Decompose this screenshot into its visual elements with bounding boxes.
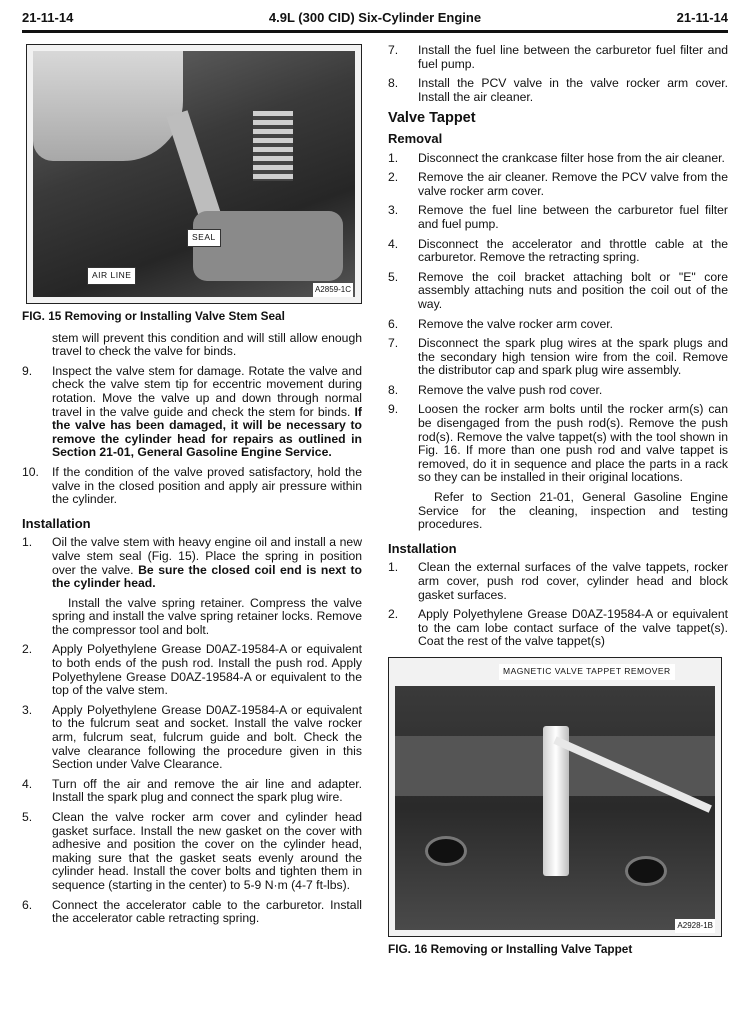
step-number: 9. xyxy=(22,363,33,378)
step-text: Inspect the valve stem for damage. Rotate the valve and check the valve stem tip for eccentric movement during rotation. Move the valve up and down through normal travel in the valve guide and check the stem for binds. xyxy=(52,363,362,419)
tappet-remover-label: MAGNETIC VALVE TAPPET REMOVER xyxy=(499,664,675,680)
step-number: 4. xyxy=(22,776,33,791)
step-text: Remove the valve push rod cover. xyxy=(418,382,603,397)
step-number: 6. xyxy=(388,316,399,331)
step-text: Loosen the rocker arm bolts until the rocker arm(s) can be disengaged from the push rod(s). Remove the push rod(s). Remove the valve tappet(s) with the tool shown in Fig. 16. If more than one push rod and valve tappet is removed, do it in sequence and place the parts in a rack so they can be installed in their original locations. xyxy=(418,402,728,485)
step-text: Disconnect the crankcase filter hose from the air cleaner. xyxy=(418,150,725,165)
step-number: 4. xyxy=(388,236,399,251)
valve-tappet-heading: Valve Tappet xyxy=(388,110,476,127)
step-number: 7. xyxy=(388,43,399,57)
removal-step xyxy=(388,204,728,231)
step-text: Remove the coil bracket attaching bolt or "E" core assembly attaching nuts and position the coil out of the way. xyxy=(418,269,728,311)
intro-paragraph: stem will prevent this condition and will still allow enough travel to check the valve for binds. xyxy=(52,330,362,359)
step-text: Connect the accelerator cable to the carburetor. Install the accelerator cable retracting spring. xyxy=(52,897,362,926)
tool-shape xyxy=(167,110,222,221)
step-number: 1. xyxy=(388,150,399,165)
hand-shape xyxy=(33,51,183,161)
removal-step xyxy=(388,171,728,198)
step-number: 2. xyxy=(388,607,399,622)
step-number: 8. xyxy=(388,76,399,91)
install-step xyxy=(22,899,362,926)
step-number: 3. xyxy=(22,702,33,717)
page-number-right: 21-11-14 xyxy=(676,10,728,25)
page-header xyxy=(22,10,728,28)
removal-step xyxy=(388,403,728,485)
install-step xyxy=(22,643,362,697)
air-line-label: AIR LINE xyxy=(87,267,136,285)
figure-16 xyxy=(388,657,722,937)
left-column xyxy=(22,44,362,932)
step-number: 7. xyxy=(388,336,399,351)
step-text: Disconnect the spark plug wires at the spark plugs and the secondary high tension wire from the coil. Remove the distributor cap and spark plug wire assembly. xyxy=(418,336,728,378)
install-step xyxy=(22,811,362,893)
header-rule xyxy=(22,30,728,33)
install-step xyxy=(22,704,362,772)
bore-hole xyxy=(425,836,467,866)
removal-step xyxy=(388,318,728,332)
install-step xyxy=(388,44,728,71)
removal-step xyxy=(388,152,728,166)
install-step-1-continued: Install the valve spring retainer. Compress the valve spring and install the valve spring retainer locks. Remove the compressor tool and bolt. xyxy=(52,595,362,637)
removal-note: Refer to Section 21-01, General Gasoline Engine Service for the cleaning, inspection and testing procedures. xyxy=(418,490,728,532)
step-10 xyxy=(22,466,362,507)
removal-step xyxy=(388,337,728,378)
install-step xyxy=(388,561,728,602)
figure-16-photo xyxy=(395,686,715,930)
install-step xyxy=(22,778,362,805)
install-step xyxy=(388,77,728,104)
page-title: 4.9L (300 CID) Six-Cylinder Engine xyxy=(268,10,482,25)
step-text: If the condition of the valve proved satisfactory, hold the valve in the closed position and apply air pressure within the cylinder. xyxy=(52,464,362,507)
figure-15-caption: FIG. 15 Removing or Installing Valve Stem Seal xyxy=(22,309,285,323)
seal-label: SEAL xyxy=(187,229,221,247)
install-step-1 xyxy=(22,536,362,590)
step-number: 1. xyxy=(388,560,399,575)
step-text: Disconnect the accelerator and throttle cable at the carburetor. Remove the retracting spring. xyxy=(418,236,728,265)
step-text: Clean the valve rocker arm cover and cylinder head gasket surface. Install the new gasket on the cover with adhesive and position the cover on the cylinder head, making sure that the gasket seats evenly around the cylinder head. Install the cover bolts and tighten them in sequence (starting in the center) to 5-9 N·m (4-7 ft-lbs). xyxy=(52,810,362,892)
removal-step xyxy=(388,384,728,398)
figure-15-number: A2859-1C xyxy=(313,283,353,297)
removal-step xyxy=(388,238,728,265)
step-number: 5. xyxy=(388,269,399,284)
step-number: 3. xyxy=(388,203,399,218)
step-number: 2. xyxy=(388,170,399,185)
right-column xyxy=(388,44,728,965)
installation-heading-right: Installation xyxy=(388,540,457,556)
step-number: 6. xyxy=(22,897,33,912)
step-text: Apply Polyethylene Grease D0AZ-19584-A or equivalent to both ends of the push rod. Install the push rod. Apply Polyethylene Grease D0AZ-19584-A or equivalent to the top of the valve stem. xyxy=(52,642,362,698)
step-number: 8. xyxy=(388,382,399,397)
step-number: 10. xyxy=(22,464,39,479)
step-number: 1. xyxy=(22,535,33,550)
step-number: 9. xyxy=(388,402,399,417)
step-number: 2. xyxy=(22,642,33,657)
step-text: Install the fuel line between the carburetor fuel filter and fuel pump. xyxy=(418,43,728,71)
bore-hole xyxy=(625,856,667,886)
step-text: Remove the valve rocker arm cover. xyxy=(418,316,614,331)
installation-heading: Installation xyxy=(22,515,91,531)
step-warning: Be sure the closed coil end is next to the cylinder head. xyxy=(52,562,362,591)
spring-shape xyxy=(253,111,293,181)
page-number-left: 21-11-14 xyxy=(22,10,74,25)
removal-step xyxy=(388,271,728,312)
step-9 xyxy=(22,365,362,460)
step-text: Remove the fuel line between the carburetor fuel filter and fuel pump. xyxy=(418,203,728,231)
step-text: Apply Polyethylene Grease D0AZ-19584-A or equivalent to the fulcrum seat and socket. Install the valve rocker arm, fulcrum seat, fulcrum guide and bolt. Check the valve clearance following the procedure given in this Section under Valve Clearance. xyxy=(52,702,362,772)
step-text: Install the PCV valve in the valve rocker arm cover. Install the air cleaner. xyxy=(418,76,728,104)
install-step xyxy=(388,608,728,649)
figure-15-photo xyxy=(33,51,355,297)
step-warning: If the valve has been damaged, it will be necessary to remove the cylinder head for repairs as outlined in Section 21-01, General Gasoline Engine Service. xyxy=(52,404,362,460)
figure-16-number: A2928-1B xyxy=(675,919,715,933)
step-text: Clean the external surfaces of the valve tappets, rocker arm cover, push rod cover, cylinder head and block gasket surfaces. xyxy=(418,560,728,602)
figure-16-caption: FIG. 16 Removing or Installing Valve Tappet xyxy=(388,941,633,956)
figure-15 xyxy=(26,44,362,304)
step-text: Oil the valve stem with heavy engine oil and install a new valve stem seal (Fig. 15). Place the spring in position over the valve. xyxy=(52,535,362,577)
step-text: Remove the air cleaner. Remove the PCV valve from the valve rocker arm cover. xyxy=(418,170,728,198)
step-text: Apply Polyethylene Grease D0AZ-19584-A or equivalent to the cam lobe contact surface of the valve tappet(s). Coat the rest of the valve tappet(s) xyxy=(418,607,728,649)
step-text: Turn off the air and remove the air line and adapter. Install the spark plug and connect the spark plug wire. xyxy=(52,776,362,805)
removal-heading: Removal xyxy=(388,130,443,146)
step-number: 5. xyxy=(22,810,33,824)
